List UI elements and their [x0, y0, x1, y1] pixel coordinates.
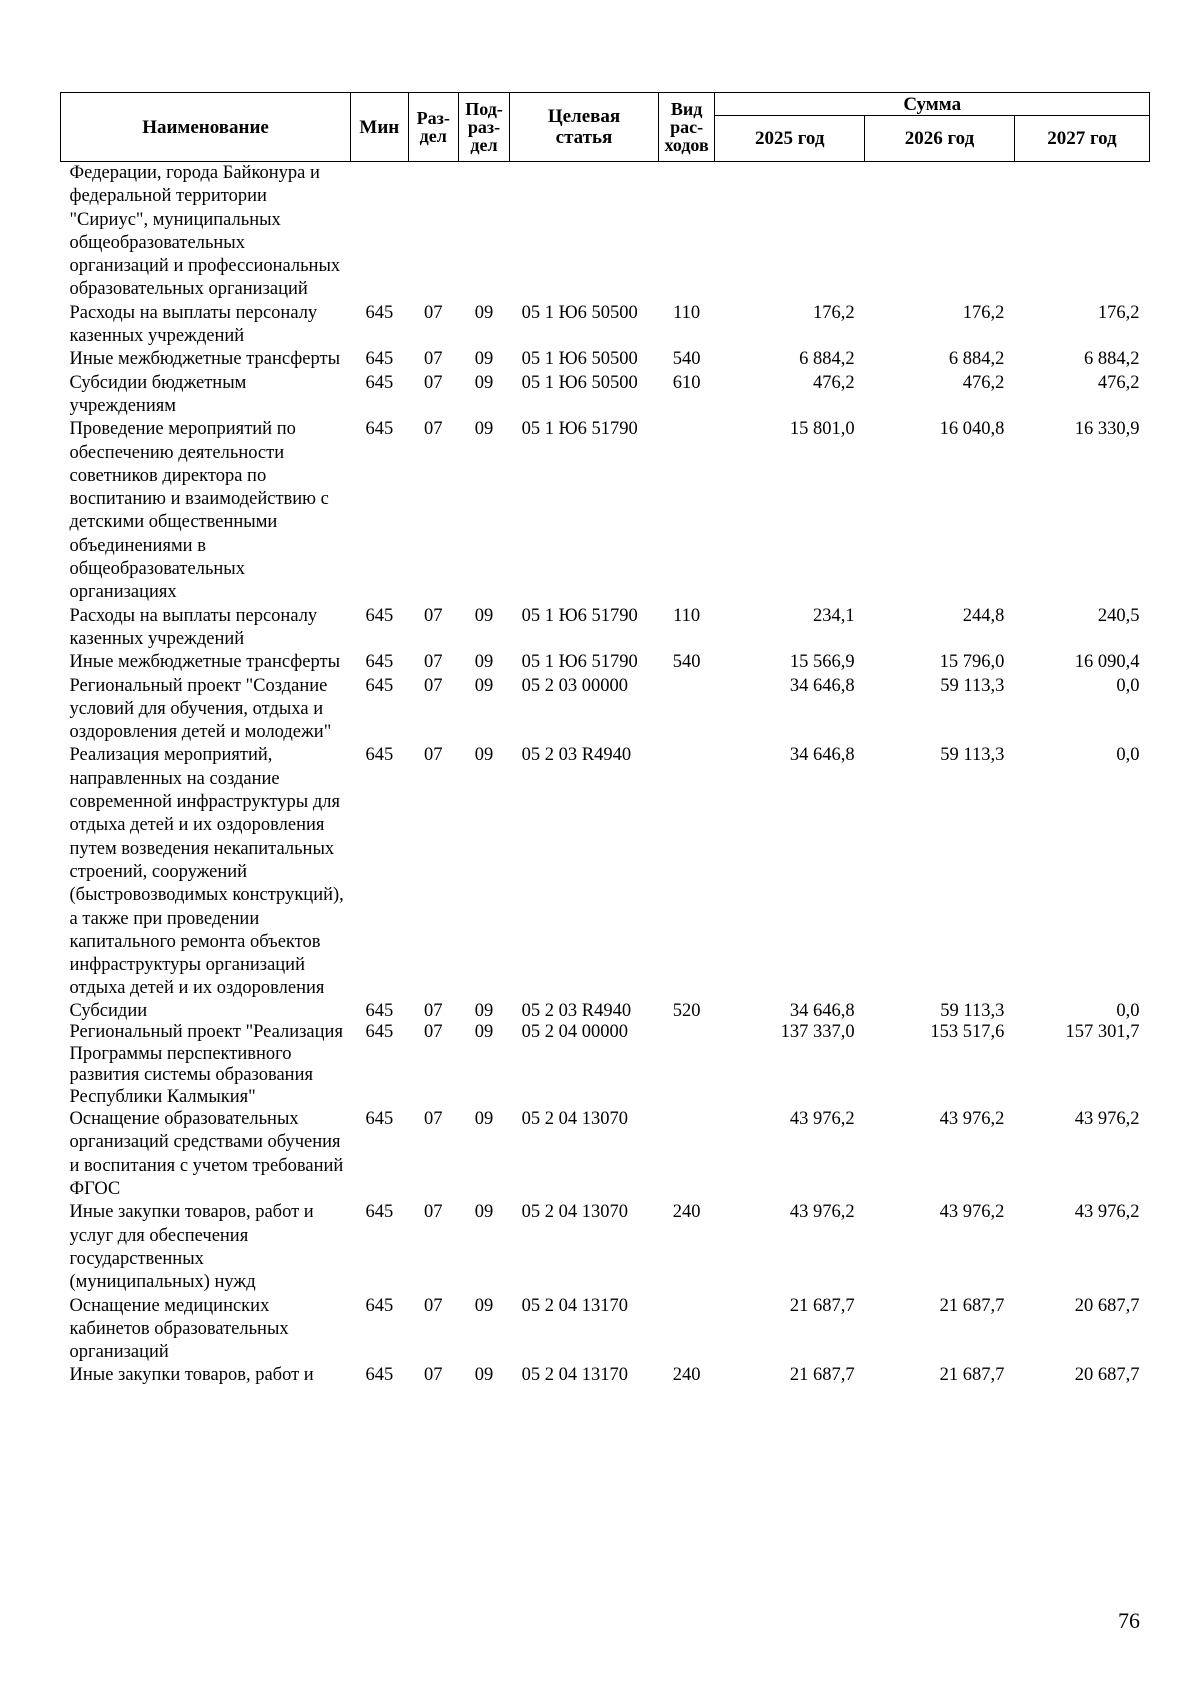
- row-name: Оснащение медицинских кабинетов образовательных организаций: [69, 1295, 289, 1363]
- row-sum-2027: 0,0: [1116, 675, 1140, 696]
- row-sum-2027: 0,0: [1116, 745, 1140, 766]
- row-podrazdel: 09: [474, 349, 494, 370]
- row-sum-2026: 244,8: [962, 605, 1005, 626]
- row-vid: [658, 744, 715, 1000]
- row-sum-2026: 59 113,3: [940, 675, 1005, 696]
- table-row: [61, 372, 1150, 419]
- row-min: 645: [365, 349, 394, 370]
- table-row: [61, 302, 1150, 349]
- row-target: 05 2 04 00000: [521, 1022, 629, 1043]
- row-podrazdel: 09: [474, 1109, 494, 1130]
- row-min: 645: [365, 652, 394, 673]
- row-target: 05 1 Ю6 50500: [521, 349, 638, 370]
- table-row: [61, 1295, 1150, 1365]
- row-sum-2026: 176,2: [962, 302, 1005, 323]
- row-sum-2025: 6 884,2: [799, 349, 855, 370]
- row-sum-2026: [865, 162, 1015, 302]
- row-name: Региональный проект "Реализация Программы перспективного развития системы образования Республики Калмыкия": [69, 1022, 343, 1107]
- row-sum-2025: 234,1: [813, 605, 855, 626]
- row-vid: 610: [672, 372, 701, 393]
- row-razdel: 07: [424, 1022, 443, 1043]
- table-row: [61, 348, 1150, 371]
- row-sum-2026: 21 687,7: [939, 1365, 1005, 1386]
- row-target: 05 1 Ю6 51790: [521, 605, 638, 626]
- header-min: Мин: [351, 93, 409, 162]
- row-sum-2025: 476,2: [813, 372, 855, 393]
- row-target: 05 2 03 R4940: [521, 1000, 632, 1021]
- row-name: Расходы на выплаты персоналу казенных учреждений: [69, 302, 318, 347]
- row-min: 645: [365, 1202, 394, 1223]
- row-min: 645: [365, 419, 394, 440]
- row-target: 05 1 Ю6 51790: [521, 652, 638, 673]
- budget-table: [60, 92, 1150, 1388]
- header-sum: Сумма: [715, 93, 1150, 116]
- row-razdel: 07: [424, 652, 443, 673]
- row-name: Региональный проект "Создание условий для обучения, отдыха и оздоровления детей и молодежи": [69, 675, 332, 743]
- row-vid: 110: [673, 605, 701, 626]
- row-name: Проведение мероприятий по обеспечению деятельности советников директора по воспитанию и взаимодействию с детскими общественными объединениями в общеобразовательных организациях: [69, 419, 329, 603]
- table-row: [61, 1201, 1150, 1294]
- row-sum-2027: 43 976,2: [1074, 1202, 1140, 1223]
- table-row: [61, 1364, 1150, 1387]
- header-podrazdel: Под- раз- дел: [458, 93, 509, 162]
- row-sum-2026: 43 976,2: [939, 1202, 1005, 1223]
- row-vid: [658, 675, 715, 745]
- row-sum-2027: 240,5: [1097, 605, 1140, 626]
- row-sum-2025: 43 976,2: [789, 1109, 855, 1130]
- row-name: Расходы на выплаты персоналу казенных учреждений: [69, 605, 318, 649]
- table-row: [61, 605, 1150, 652]
- row-sum-2027: 20 687,7: [1074, 1295, 1140, 1316]
- row-sum-2025: 34 646,8: [789, 745, 855, 766]
- row-sum-2026: 21 687,7: [939, 1295, 1005, 1316]
- row-vid: 540: [672, 652, 701, 673]
- row-sum-2025: 21 687,7: [789, 1295, 855, 1316]
- row-podrazdel: 09: [474, 1295, 494, 1316]
- row-vid: [658, 1108, 715, 1201]
- row-sum-2025: 15 566,9: [789, 652, 855, 673]
- header-year-2026: 2026 год: [865, 116, 1015, 162]
- row-min: 645: [365, 1295, 394, 1316]
- row-name: Оснащение образовательных организаций средствами обучения и воспитания с учетом требований ФГОС: [69, 1109, 344, 1200]
- page-number: 76: [1118, 1608, 1140, 1633]
- row-sum-2026: 16 040,8: [939, 419, 1005, 440]
- header-year-2025: 2025 год: [715, 116, 865, 162]
- row-vid: 240: [672, 1202, 701, 1223]
- row-podrazdel: 09: [474, 605, 494, 626]
- row-name: Федерации, города Байконура и федеральной территории "Сириус", муниципальных общеобразовательных организаций и профессиональных образовательных организаций: [69, 163, 341, 300]
- row-sum-2026: 15 796,0: [939, 652, 1005, 673]
- row-target: [510, 162, 659, 302]
- row-sum-2026: 6 884,2: [948, 349, 1005, 370]
- row-razdel: 07: [424, 605, 443, 626]
- row-sum-2027: 16 090,4: [1074, 652, 1140, 673]
- row-min: 645: [365, 605, 394, 626]
- row-sum-2025: 43 976,2: [789, 1202, 855, 1223]
- row-sum-2027: 20 687,7: [1074, 1365, 1140, 1386]
- row-target: 05 1 Ю6 50500: [521, 302, 638, 323]
- row-min: [351, 162, 409, 302]
- row-sum-2026: 43 976,2: [939, 1109, 1005, 1130]
- row-podrazdel: 09: [474, 1202, 494, 1223]
- row-vid: [658, 162, 715, 302]
- row-razdel: 07: [424, 1202, 443, 1223]
- row-vid: [658, 1022, 715, 1108]
- row-podrazdel: 09: [474, 1000, 494, 1021]
- table-row: [61, 651, 1150, 674]
- row-min: 645: [365, 1109, 394, 1130]
- row-name: Субсидии бюджетным учреждениям: [69, 372, 247, 416]
- table-row: [61, 675, 1150, 745]
- row-sum-2025: [715, 162, 865, 302]
- row-sum-2025: 34 646,8: [789, 1000, 855, 1021]
- row-sum-2027: 6 884,2: [1084, 349, 1140, 370]
- row-podrazdel: 09: [474, 419, 494, 440]
- row-razdel: 07: [424, 1295, 443, 1316]
- row-sum-2027: 43 976,2: [1074, 1109, 1140, 1130]
- row-sum-2026: 153 517,6: [930, 1022, 1005, 1043]
- row-podrazdel: 09: [474, 302, 494, 323]
- row-sum-2026: 59 113,3: [940, 745, 1005, 766]
- budget-table-page: [60, 92, 1150, 1388]
- table-body: [61, 162, 1150, 1388]
- row-razdel: 07: [424, 302, 443, 323]
- row-razdel: 07: [424, 1000, 443, 1021]
- row-razdel: [408, 162, 458, 302]
- row-name: Иные закупки товаров, работ и услуг для обеспечения государственных (муниципальных) нужд: [69, 1202, 314, 1293]
- row-vid: 520: [672, 1000, 701, 1021]
- row-min: 645: [365, 372, 394, 393]
- row-sum-2026: 476,2: [962, 372, 1005, 393]
- header-name: Наименование: [61, 93, 351, 162]
- row-sum-2027: [1014, 162, 1149, 302]
- row-sum-2025: 15 801,0: [789, 419, 855, 440]
- table-row: [61, 1001, 1150, 1023]
- table-row: [61, 418, 1150, 604]
- row-name: Иные закупки товаров, работ и: [69, 1365, 314, 1386]
- row-name: Субсидии: [69, 1000, 148, 1021]
- row-podrazdel: 09: [474, 652, 494, 673]
- row-target: 05 2 03 R4940: [521, 745, 632, 766]
- row-podrazdel: [458, 162, 509, 302]
- row-target: 05 1 Ю6 51790: [521, 419, 638, 440]
- row-name: Иные межбюджетные трансферты: [69, 349, 341, 370]
- row-sum-2026: 59 113,3: [940, 1000, 1005, 1021]
- row-podrazdel: 09: [474, 1022, 494, 1043]
- row-razdel: 07: [424, 1365, 443, 1386]
- row-sum-2025: 137 337,0: [780, 1022, 855, 1043]
- row-sum-2027: 476,2: [1097, 372, 1140, 393]
- row-vid: [658, 418, 715, 604]
- header-razdel: Раз- дел: [408, 93, 458, 162]
- row-name: Реализация мероприятий, направленных на создание современной инфраструктуры для отдыха детей и их оздоровления путем возведения некапитальных строений, сооружений (быстровозводимых конструкций), а также при проведении капитального ремонта объектов инфраструктуры организаций отдыха детей и их оздоровления: [69, 745, 344, 999]
- row-sum-2027: 16 330,9: [1074, 419, 1140, 440]
- row-vid: [658, 1295, 715, 1365]
- table-row: [61, 162, 1150, 302]
- row-min: 645: [365, 1022, 394, 1043]
- row-name: Иные межбюджетные трансферты: [69, 652, 341, 673]
- table-row: [61, 744, 1150, 1000]
- table-row: [61, 1022, 1150, 1108]
- row-min: 645: [365, 302, 394, 323]
- row-min: 645: [365, 1365, 394, 1386]
- row-vid: 240: [672, 1365, 701, 1386]
- header-target: Целевая статья: [510, 93, 659, 162]
- header-vid: Вид рас- ходов: [658, 93, 715, 162]
- row-sum-2025: 21 687,7: [789, 1365, 855, 1386]
- row-podrazdel: 09: [474, 675, 494, 696]
- row-target: 05 2 04 13070: [521, 1109, 629, 1130]
- row-sum-2027: 157 301,7: [1065, 1022, 1140, 1043]
- row-target: 05 2 04 13070: [521, 1202, 629, 1223]
- row-vid: 110: [673, 302, 701, 323]
- row-podrazdel: 09: [474, 1365, 494, 1386]
- row-sum-2027: 0,0: [1116, 1000, 1140, 1021]
- row-target: 05 2 03 00000: [521, 675, 629, 696]
- row-razdel: 07: [424, 675, 443, 696]
- row-podrazdel: 09: [474, 372, 494, 393]
- row-razdel: 07: [424, 349, 443, 370]
- row-vid: 540: [672, 349, 701, 370]
- row-min: 645: [365, 745, 394, 766]
- row-min: 645: [365, 675, 394, 696]
- row-sum-2025: 176,2: [813, 302, 855, 323]
- row-min: 645: [365, 1000, 394, 1021]
- row-sum-2027: 176,2: [1097, 302, 1140, 323]
- row-podrazdel: 09: [474, 745, 494, 766]
- row-target: 05 2 04 13170: [521, 1365, 629, 1386]
- table-header: [61, 93, 1150, 162]
- row-target: 05 1 Ю6 50500: [521, 372, 638, 393]
- row-razdel: 07: [424, 419, 443, 440]
- row-target: 05 2 04 13170: [521, 1295, 629, 1316]
- row-razdel: 07: [424, 745, 443, 766]
- row-razdel: 07: [424, 372, 443, 393]
- header-year-2027: 2027 год: [1014, 116, 1149, 162]
- row-razdel: 07: [424, 1109, 443, 1130]
- table-row: [61, 1108, 1150, 1201]
- row-sum-2025: 34 646,8: [789, 675, 855, 696]
